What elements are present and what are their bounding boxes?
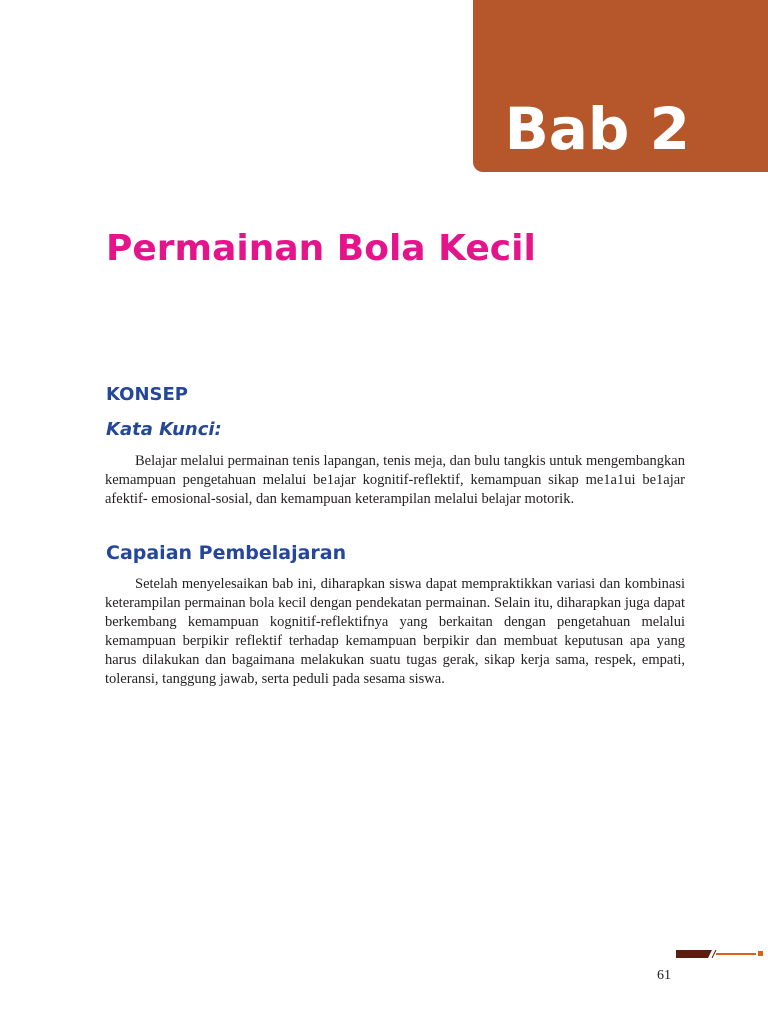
konsep-heading: KONSEP [106,384,188,405]
ornament-dark-bar [676,950,712,958]
ornament-slash [712,950,716,958]
keywords-label: Kata Kunci: [106,419,222,440]
konsep-paragraph: Belajar melalui permainan tenis lapangan, tenis meja, dan bulu tangkis untuk mengembangkan kemampuan pengetahuan melalui be1ajar kognitif-reflektif, kemampuan sikap me1a1ui be1ajar afektif- emosional-sosial, dan kemampuan keterampilan melalui belajar motorik. [105,453,685,507]
capaian-paragraph: Setelah menyelesaikan bab ini, diharapkan siswa dapat mempraktikkan variasi dan kombinasi keterampilan permainan bola kecil dengan pendekatan permainan. Selain itu, diharapkan juga dapat berkembang kemampuan kognitif-reflektifnya yang berkaitan dengan pengetahuan melalui kemampuan berpikir reflektif terhadap kemampuan berpikir dan membuat keputusan apa yang harus dilakukan dan bagaimana melakukan suatu tugas gerak, sikap kerja sama, respek, empati, toleransi, tanggung jawab, serta peduli pada sesama siswa. [105,576,685,687]
capaian-heading: Capaian Pembelajaran [106,542,347,564]
footer-ornament [676,950,768,958]
chapter-title: Permainan Bola Kecil [106,228,536,269]
ornament-accent-bar [716,953,756,955]
chapter-tab [473,0,768,172]
chapter-label: Bab 2 [504,95,690,163]
page-number: 61 [657,968,671,983]
ornament-end-square [758,951,763,956]
